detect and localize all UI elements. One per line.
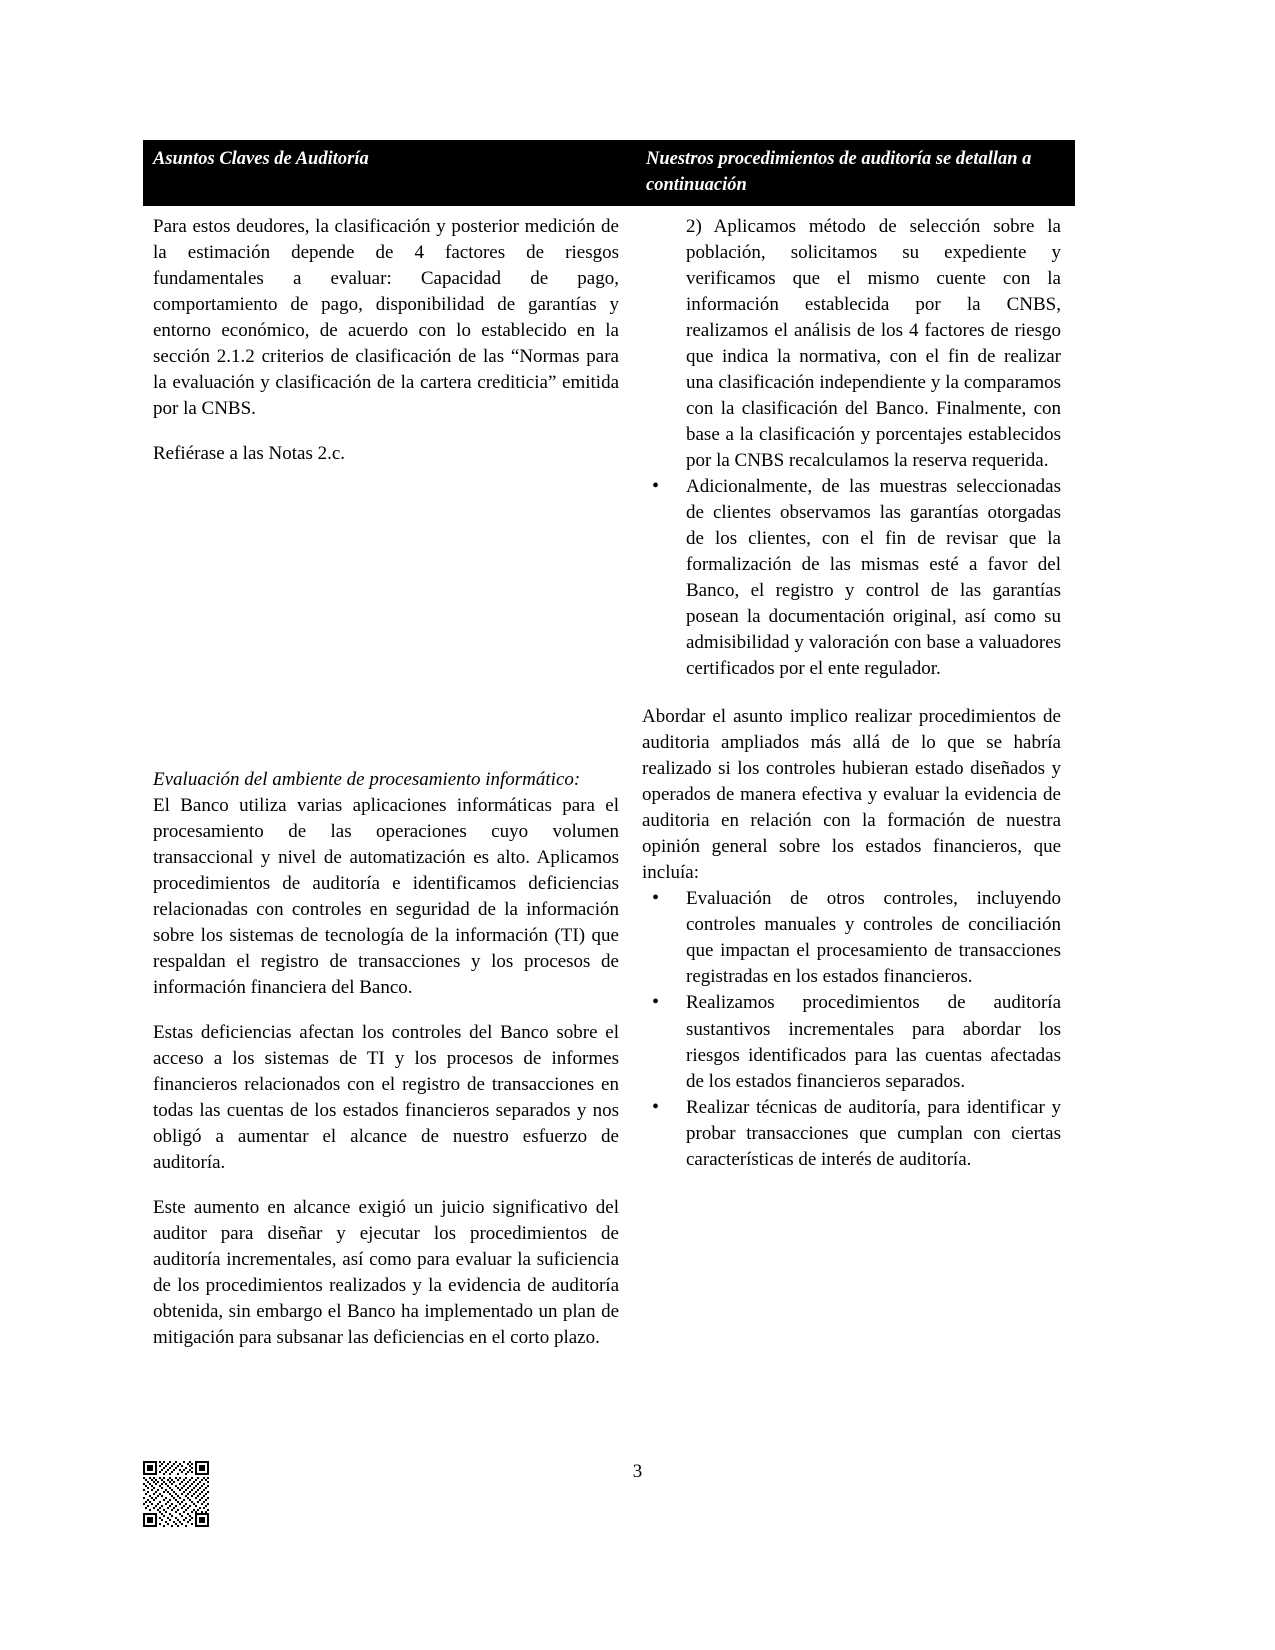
list-item: • Adicionalmente, de las muestras seleccionadas de clientes observamos las garantías otorgadas de los clientes, con el fin de revisar que la formalización de las mismas esté a favor del Banco, el registro y control de las garantías posean la documentación original, así como su admisibilidad y valoración con base a valuadores certificados por el ente regulador.: [642, 474, 1061, 682]
table-cell-audit-matters: [143, 214, 636, 1351]
left-paragraph-5: Este aumento en alcance exigió un juicio significativo del auditor para diseñar y ejecutar los procedimientos de auditoría incrementales, así como para evaluar la suficiencia de los procedimientos realizados y la evidencia de auditoría obtenida, sin embargo el Banco ha implementado un plan de mitigación para subsanar las deficiencias en el corto plazo.: [153, 1197, 619, 1349]
right-bullet-list-bottom: [642, 886, 1061, 1172]
left-paragraph-2: Refiérase a las Notas 2.c.: [153, 443, 346, 465]
table-header-right: Nuestros procedimientos de auditoría se detallan a continuación: [646, 149, 1032, 195]
page-number: 3: [632, 1461, 643, 1482]
right-bullet-list-top: [642, 474, 1061, 682]
left-paragraph-3: El Banco utiliza varias aplicaciones informáticas para el procesamiento de las operaciones cuyo volumen transaccional y nivel de automatización es alto. Aplicamos procedimientos de auditoría e identificamos deficiencias relacionadas con controles en seguridad de la información sobre los sistemas de tecnología de la información (TI) que respaldan el registro de transacciones y los procesos de información financiera del Banco.: [153, 795, 619, 999]
left-section-heading: Evaluación del ambiente de procesamiento informático:: [153, 769, 581, 791]
table-header-left: Asuntos Claves de Auditoría: [153, 149, 369, 169]
table-cell-audit-procedures: [636, 214, 1075, 1351]
table-body-row: [143, 214, 1075, 1351]
table-header-row: [143, 140, 1075, 206]
right-column-spacer: [642, 682, 1061, 704]
list-item: • Evaluación de otros controles, incluyendo controles manuales y controles de conciliación que impactan el procesamiento de transacciones registradas en los estados financieros.: [642, 886, 1061, 990]
right-numbered-item: 2) Aplicamos método de selección sobre la población, solicitamos su expediente y verificamos que el mismo cuente con la información establecida por la CNBS, realizamos el análisis de los 4 factores de riesgo que indica la normativa, con el fin de realizar una clasificación independiente y la comparamos con la clasificación del Banco. Finalmente, con base a la clasificación y porcentajes establecidos por la CNBS recalculamos la reserva requerida.: [686, 216, 1061, 472]
left-paragraph-1: Para estos deudores, la clasificación y posterior medición de la estimación depende de 4 factores de riesgos fundamentales a evaluar: Capacidad de pago, comportamiento de pago, disponibilidad de garantías y entorno económico, de acuerdo con lo establecido en la sección 2.1.2 criterios de clasificación de las “Normas para la evaluación y clasificación de la cartera crediticia” emitida por la CNBS.: [153, 216, 619, 420]
list-item: • Realizar técnicas de auditoría, para identificar y probar transacciones que cumplan con ciertas características de interés de auditoría.: [642, 1095, 1061, 1173]
right-paragraph-1: Abordar el asunto implico realizar procedimientos de auditoria ampliados más allá de lo que se habría realizado si los controles hubieran estado diseñados y operados de manera efectiva y evaluar la evidencia de auditoria en relación con la formación de nuestra opinión general sobre los estados financieros, que incluía:: [642, 706, 1061, 884]
left-paragraph-4: Estas deficiencias afectan los controles del Banco sobre el acceso a los sistemas de TI y los procesos de informes financieros relacionados con el registro de transacciones en todas las cuentas de los estados financieros separados y nos obligó a aumentar el alcance de nuestro esfuerzo de auditoría.: [153, 1022, 619, 1174]
audit-matters-table: [143, 140, 1075, 1352]
list-item: • Realizamos procedimientos de auditoría sustantivos incrementales para abordar los riesgos identificados para las cuentas afectadas de los estados financieros separados.: [642, 990, 1061, 1094]
left-column-spacer: [153, 467, 619, 767]
